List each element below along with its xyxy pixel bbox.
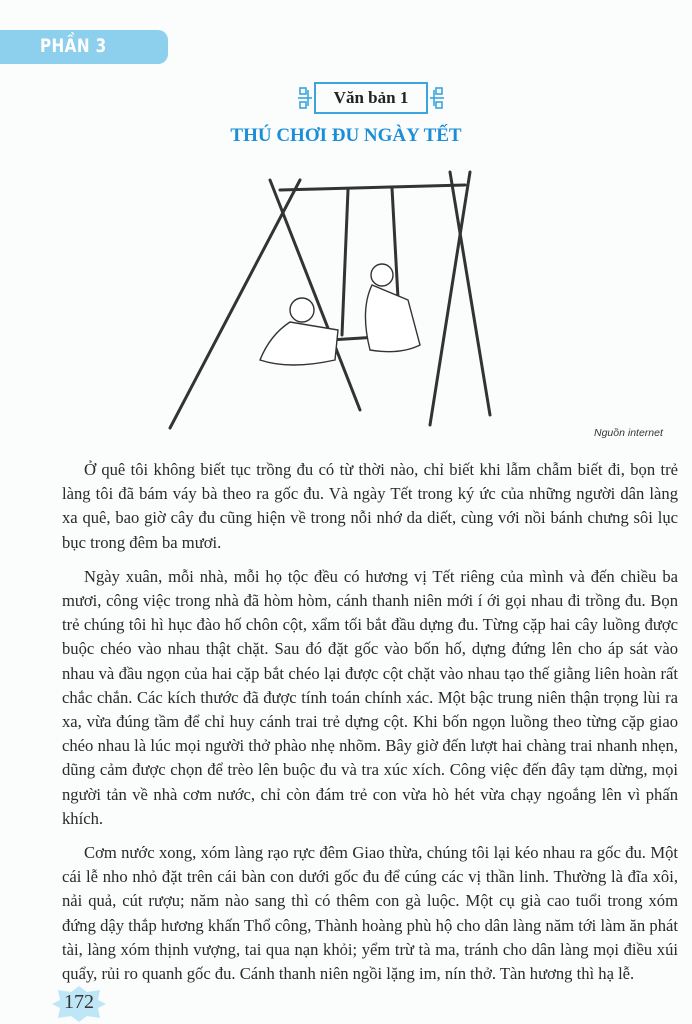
- ornament-right-icon: [430, 86, 444, 110]
- part-label: PHẦN 3: [40, 35, 107, 57]
- page-number: 172: [64, 991, 94, 1013]
- paragraph: Ở quê tôi không biết tục trồng đu có từ thời nào, chỉ biết khi lẫm chẫm biết đi, bọn trẻ làng tôi đã bám váy bà theo ra gốc đu. Và ngày Tết trong ký ức của những người dân làng xa quê, bao giờ cây đu cũng hiện về trong nỗi nhớ da diết, cùng với nồi bánh chưng sôi lục bục trong đêm ba mươi.: [62, 460, 678, 552]
- paragraph: Cơm nước xong, xóm làng rạo rực đêm Giao thừa, chúng tôi lại kéo nhau ra gốc đu. Một cái lễ nho nhỏ đặt trên cái bàn con dưới gốc đu để cúng các vị thần linh. Thường là đĩa xôi, nải quả, cút rượu; năm nào sang thì có thêm con gà luộc. Một cụ già cao tuổi trong xóm đứng dậy thắp hương khấn Thổ công, Thành hoàng phù hộ cho dân làng năm tới làm ăn phát tài, làng xóm thịnh vượng, tai qua nạn khỏi; yểm trừ tà ma, tránh cho dân làng mọi điều xúi quẩy, rủi ro quanh gốc đu. Cánh thanh niên ngồi lặng im, nín thở. Tàn hương thì hạ lễ.: [62, 843, 678, 984]
- article-title: THÚ CHƠI ĐU NGÀY TẾT: [230, 125, 462, 146]
- text-label: Văn bản 1: [314, 82, 428, 114]
- article-body: [62, 458, 678, 996]
- part-tab: [0, 30, 168, 64]
- paragraph: Ngày xuân, mỗi nhà, mỗi họ tộc đều có hương vị Tết riêng của mình và đến chiều ba mươi, công việc trong nhà đã hòm hòm, cánh thanh niên mới í ới gọi nhau đi trồng đu. Bọn trẻ chúng tôi hì hục đào hố chôn cột, xẩm tối bắt đầu dựng đu. Từng cặp hai cây luồng được buộc chéo vào nhau thật chặt. Sau đó đặt gốc vào bốn hố, dựng đứng lên cho áp sát vào nhau và đầu ngọn của hai cặp bắt chéo lại được cột chặt vào nhau tạo thế giằng liên hoàn rất chắc chắn. Các kích thước đã được tính toán chính xác. Một bậc trung niên thận trọng lùi ra xa, vừa đúng tầm để chỉ huy cánh trai trẻ dựng cột. Khi bốn ngọn luồng theo từng cặp giao chéo nhau là lúc mọi người thở phào nhẹ nhõm. Bây giờ đến lượt hai chàng trai nhanh nhẹn, dũng cảm được chọn để trèo lên buộc đu và tra xúc xích. Công việc đến đây tạm dừng, mọi người tản về nhà cơm nước, chỉ còn đám trẻ con vừa hò hét vừa chạy ngoắng lên vì phấn khích.: [62, 566, 678, 828]
- swing-illustration: [160, 160, 500, 435]
- ornament-left-icon: [298, 86, 312, 110]
- page-number-badge: [52, 986, 106, 1022]
- image-caption: Nguồn internet: [594, 427, 663, 439]
